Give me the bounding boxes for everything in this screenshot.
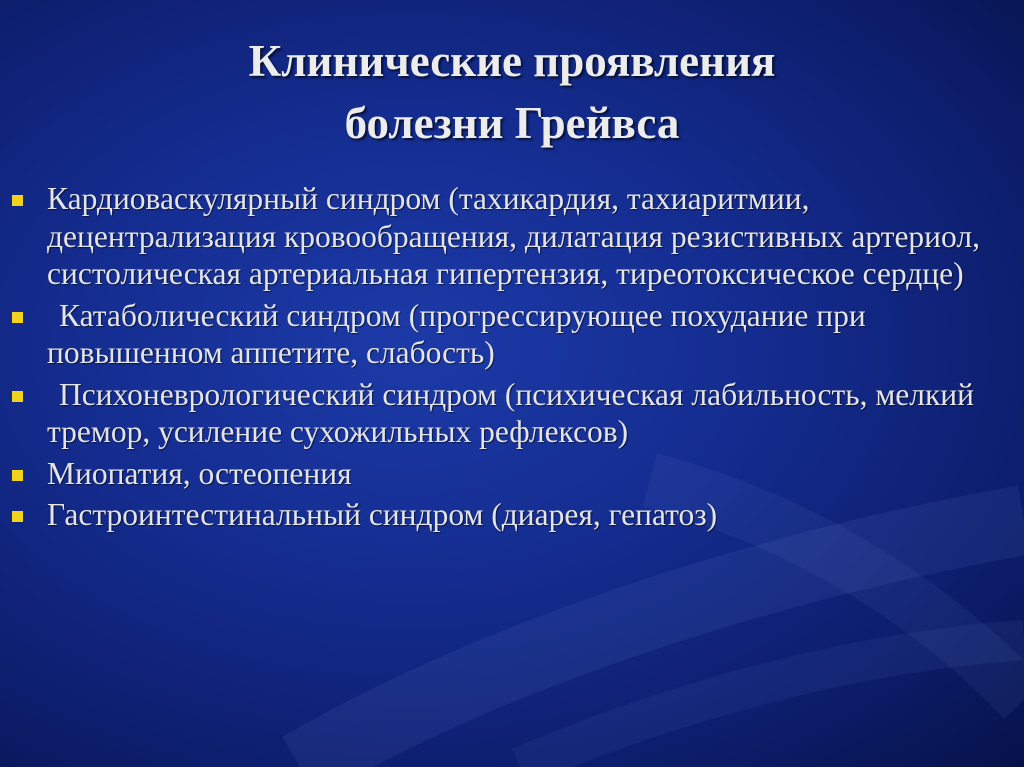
list-item-text: Гастроинтестинальный синдром (диарея, гепатоз): [47, 497, 718, 532]
list-item-text: Катаболический синдром (прогрессирующее похудание при повышенном аппетите, слабость): [47, 297, 866, 370]
square-bullet-icon: [12, 470, 23, 481]
title-line-1: Клинические проявления: [248, 36, 776, 86]
list-item: [0, 180, 1024, 293]
list-item-text: Кардиоваскулярный синдром (тахикардия, тахиаритмии, децентрализация кровообращения, дилатация резистивных артериол, систолическая артериальная гипертензия, тиреотоксическое сердце): [47, 181, 980, 291]
list-item: [0, 376, 1024, 451]
title-line-2: болезни Грейвса: [344, 98, 680, 148]
square-bullet-icon: [12, 511, 23, 522]
list-item: [0, 496, 1024, 534]
square-bullet-icon: [12, 312, 23, 323]
list-item-text: Миопатия, остеопения: [47, 455, 352, 491]
square-bullet-icon: [12, 391, 23, 402]
bullet-list: [0, 180, 1024, 538]
list-item-text: Психоневрологический синдром (психическая лабильность, мелкий тремор, усиление сухожильных рефлексов): [47, 376, 974, 449]
slide-title: [0, 30, 1024, 154]
list-item: [0, 455, 1024, 493]
list-item: [0, 297, 1024, 372]
square-bullet-icon: [12, 195, 23, 206]
